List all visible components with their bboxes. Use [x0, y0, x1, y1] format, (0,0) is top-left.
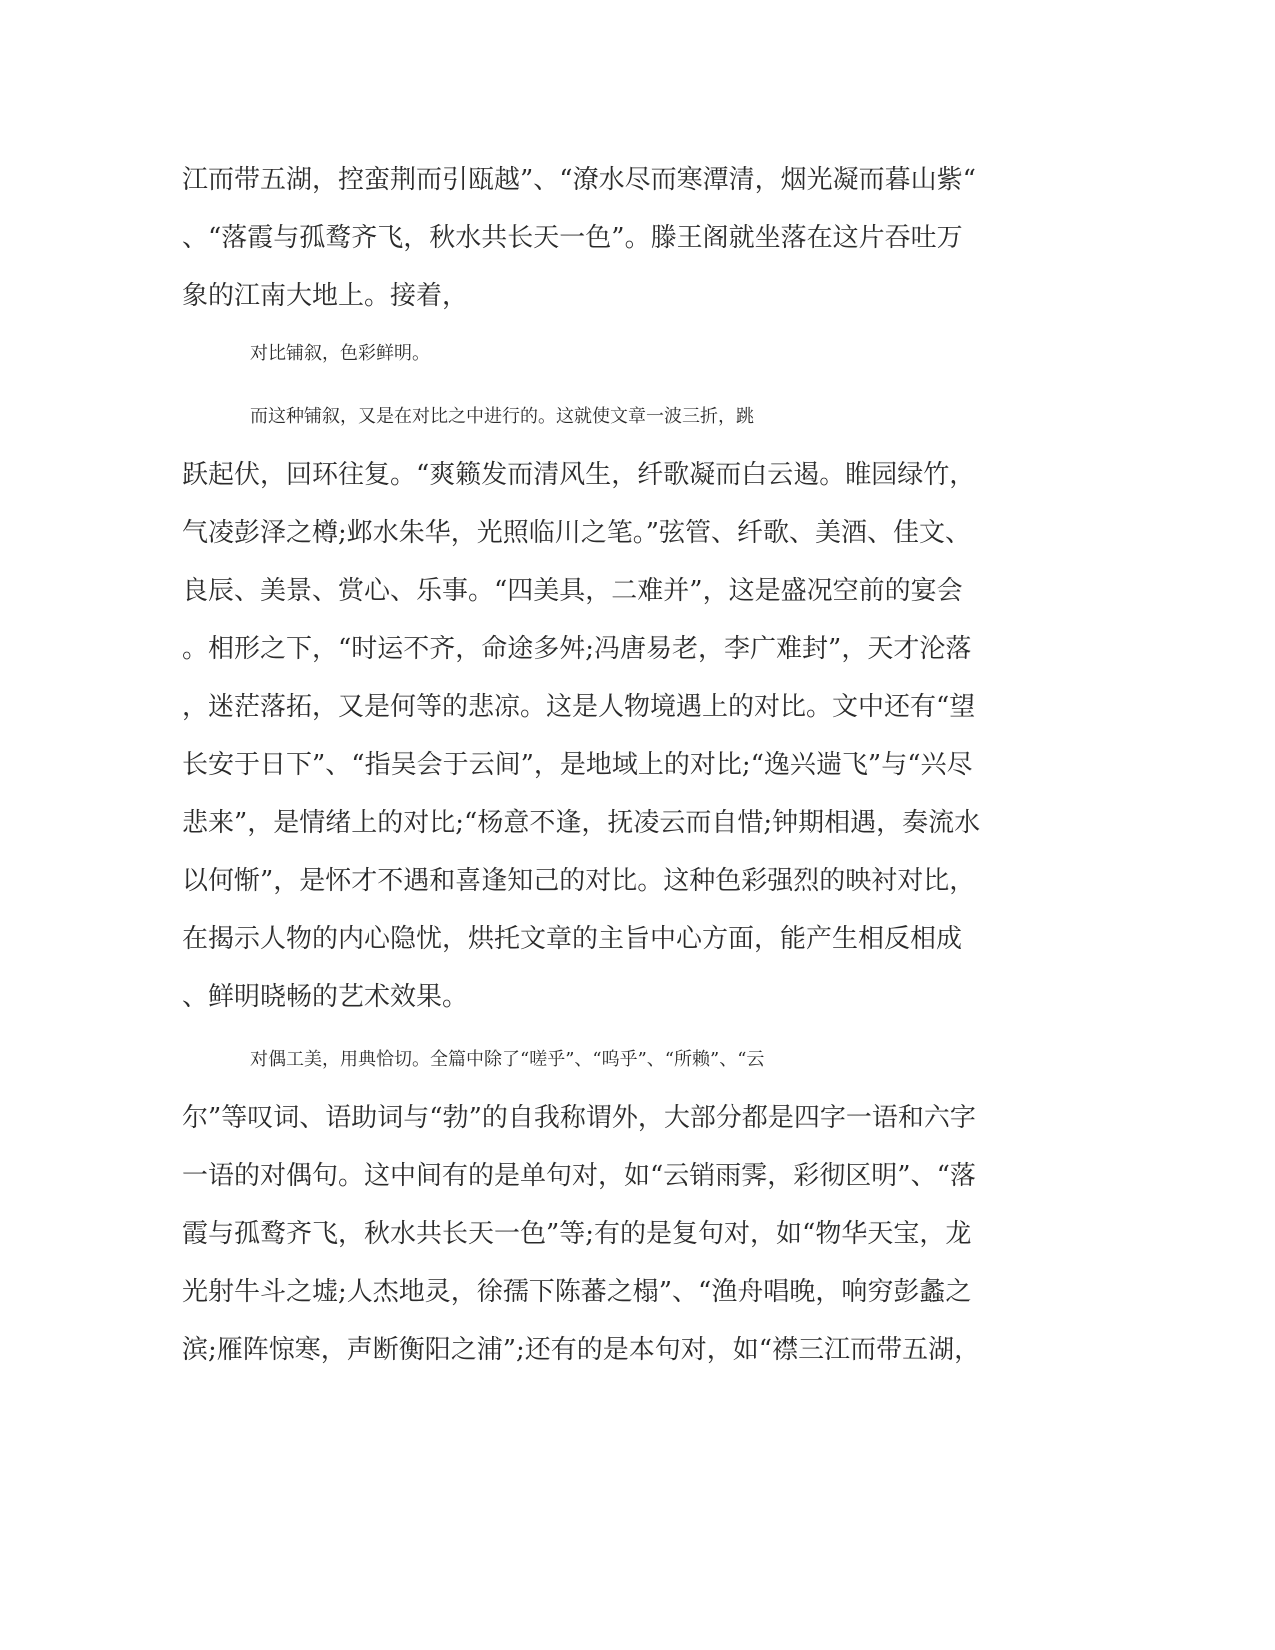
text-line: 在揭示人物的内心隐忧，烘托文章的主旨中心方面，能产生相反相成 [182, 924, 963, 954]
text-line: 江而带五湖，控蛮荆而引瓯越”、“潦水尽而寒潭清，烟光凝而暮山紫“ [182, 165, 976, 195]
text-line: 霞与孤鹜齐飞，秋水共长天一色”等;有的是复句对，如“物华天宝，龙 [182, 1219, 972, 1249]
text-line: 以何惭”，是怀才不遇和喜逢知己的对比。这种色彩强烈的映衬对比， [182, 866, 976, 896]
paragraph-heading: 对比铺叙，色彩鲜明。 [250, 343, 430, 364]
text-line: 一语的对偶句。这中间有的是单句对，如“云销雨霁，彩彻区明”、“落 [182, 1161, 976, 1191]
text-line: 对偶工美，用典恰切。全篇中除了“嗟乎”、“呜乎”、“所赖”、“云 [250, 1049, 765, 1070]
text-line: ，迷茫落拓，又是何等的悲凉。这是人物境遇上的对比。文中还有“望 [182, 692, 976, 722]
text-line: 气凌彭泽之樽;邺水朱华，光照临川之笔。”弦管、纤歌、美酒、佳文、 [182, 518, 972, 548]
text-line: 象的江南大地上。接着， [182, 281, 469, 311]
text-line: 良辰、美景、赏心、乐事。“四美具，二难并”，这是盛况空前的宴会 [182, 576, 963, 606]
text-line: 而这种铺叙，又是在对比之中进行的。这就使文章一波三折，跳 [250, 406, 754, 427]
text-line: 、“落霞与孤鹜齐飞，秋水共长天一色”。滕王阁就坐落在这片吞吐万 [182, 223, 963, 253]
text-line: 跃起伏，回环往复。“爽籁发而清风生，纤歌凝而白云遏。睢园绿竹， [182, 460, 976, 490]
text-line: 。相形之下，“时运不齐，命途多舛;冯唐易老，李广难封”，天才沦落 [182, 634, 972, 664]
text-line: 滨;雁阵惊寒，声断衡阳之浦”;还有的是本句对，如“襟三江而带五湖， [182, 1335, 981, 1365]
text-line: 悲来”，是情绪上的对比;“杨意不逢，抚凌云而自惜;钟期相遇，奏流水 [182, 808, 981, 838]
text-line: 长安于日下”、“指吴会于云间”，是地域上的对比;“逸兴遄飞”与“兴尽 [182, 750, 973, 780]
text-line: 光射牛斗之墟;人杰地灵，徐孺下陈蕃之榻”、“渔舟唱晚，响穷彭蠡之 [182, 1277, 972, 1307]
text-line: 、鲜明晓畅的艺术效果。 [182, 982, 469, 1012]
text-line: 尔”等叹词、语助词与“勃”的自我称谓外，大部分都是四字一语和六字 [182, 1103, 976, 1133]
